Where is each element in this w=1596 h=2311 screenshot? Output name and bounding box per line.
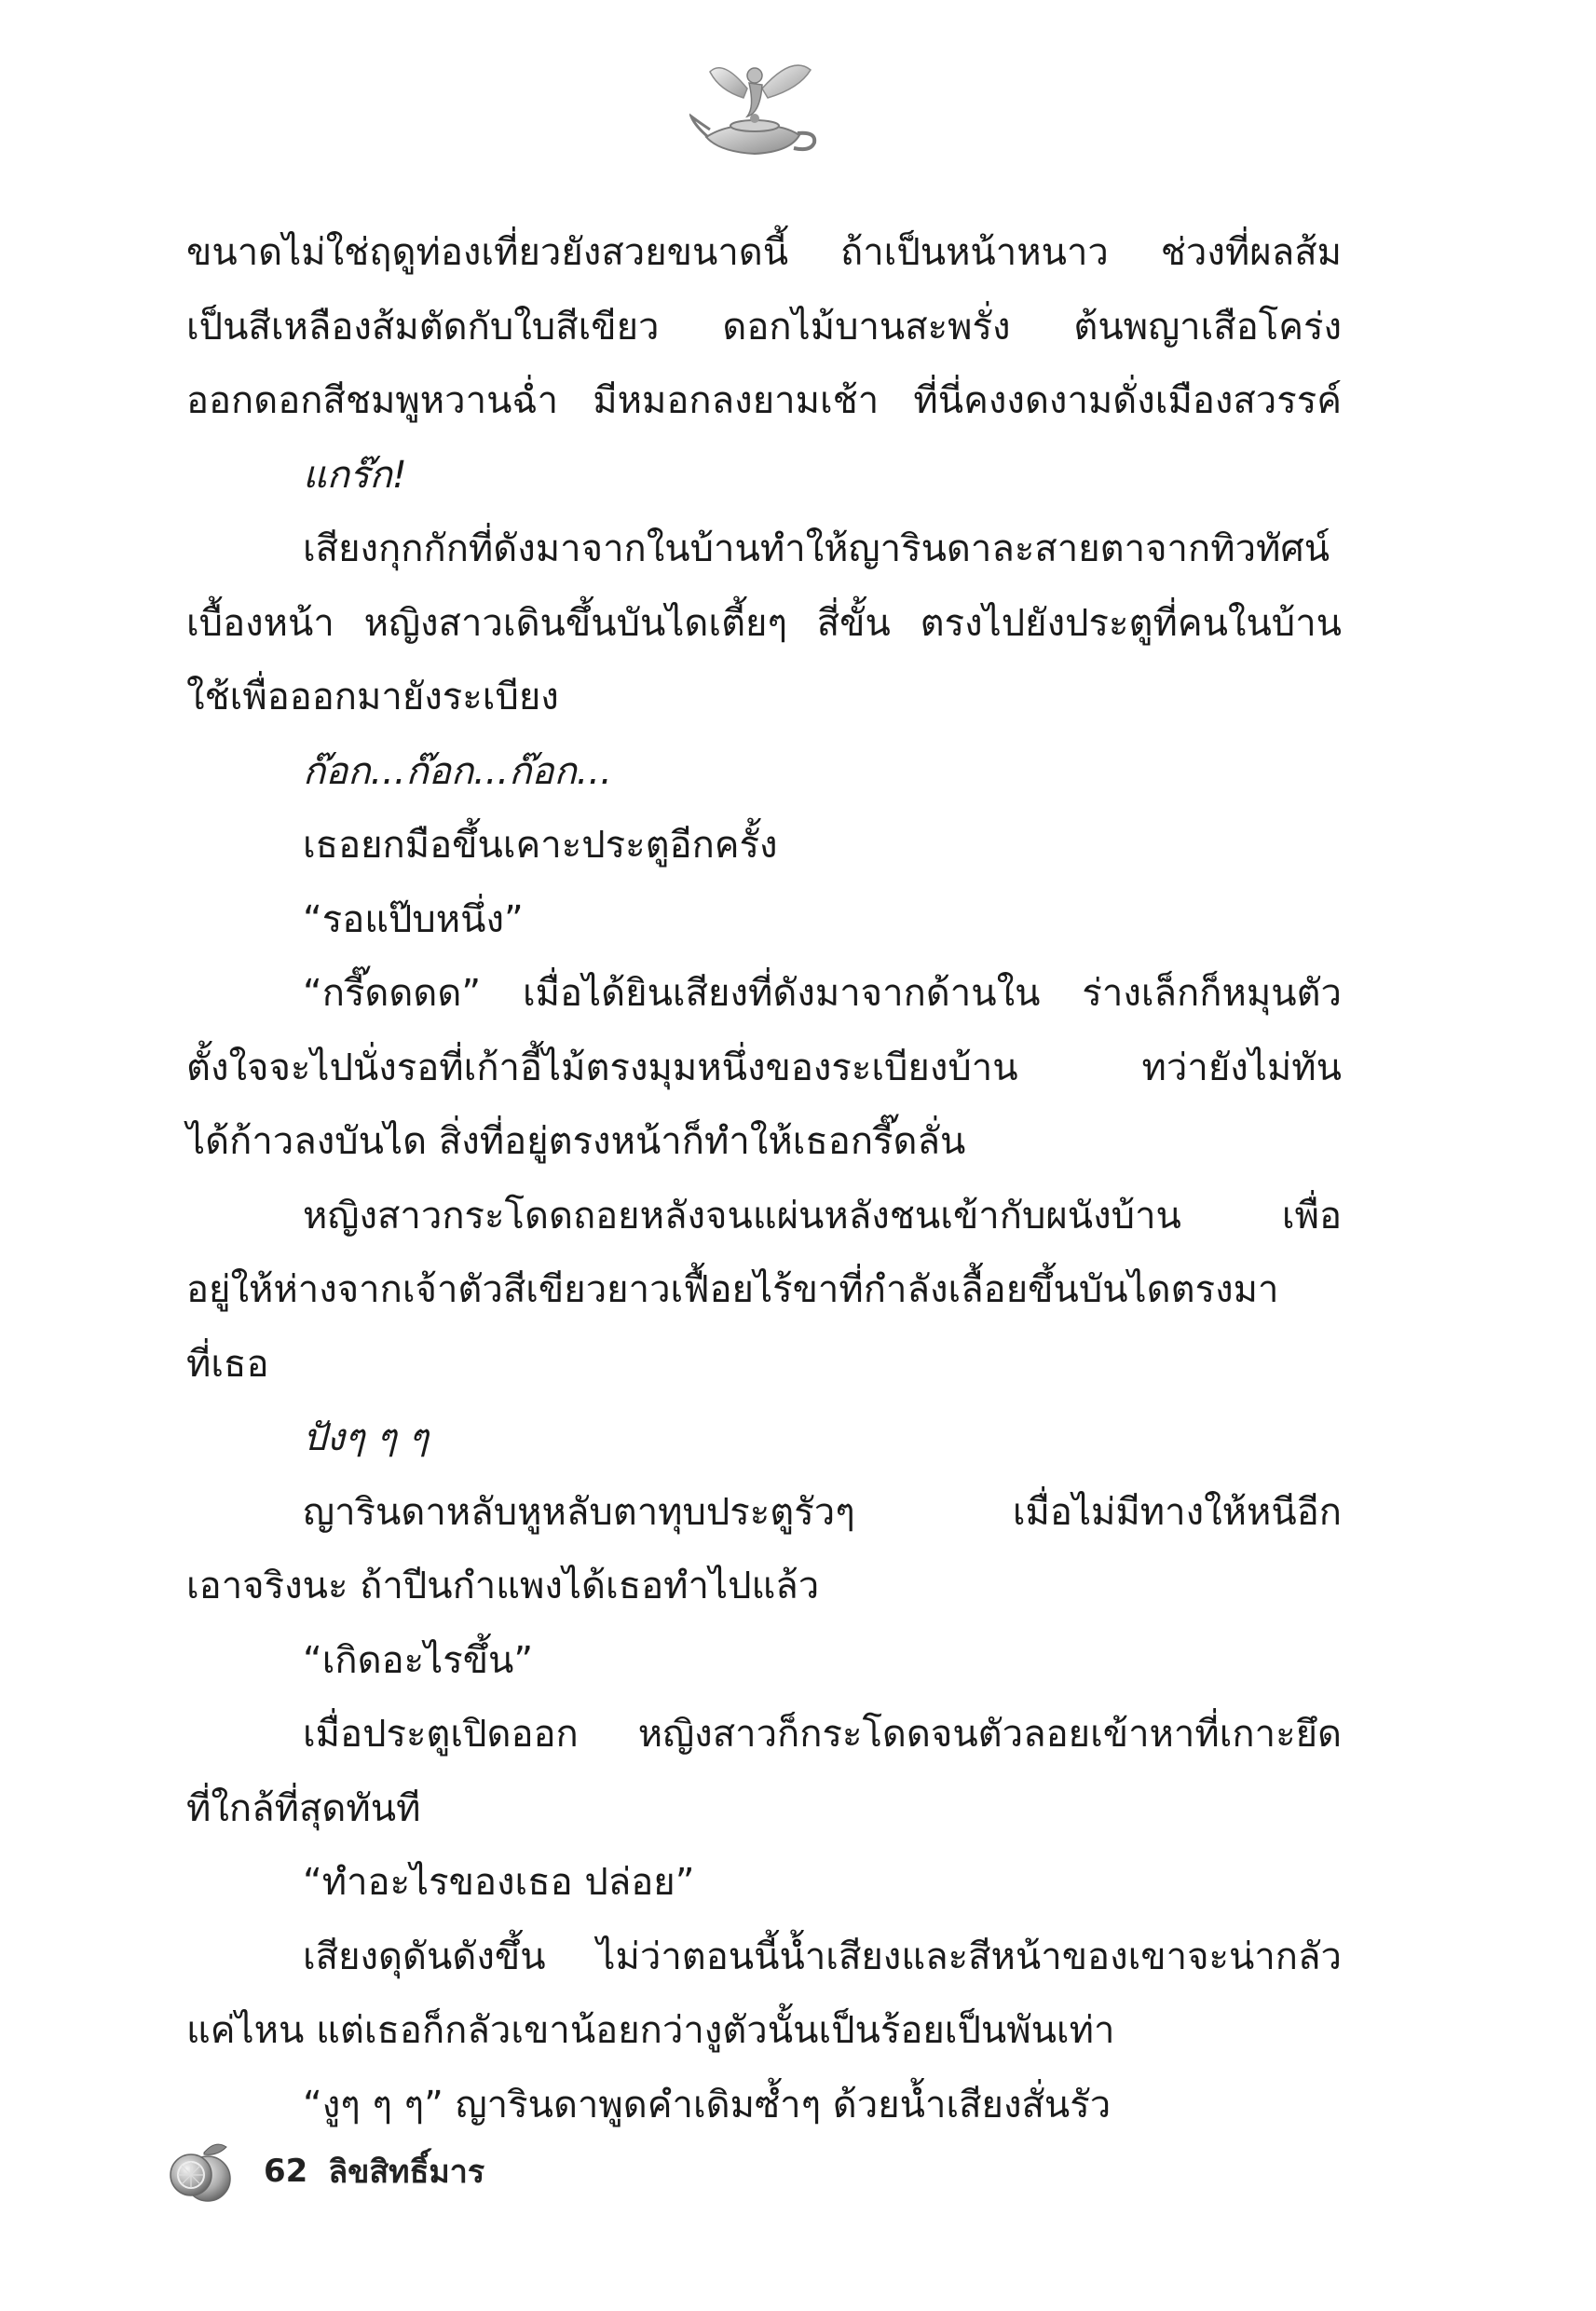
page-text-body — [186, 216, 1342, 2142]
text-line: เสียงดุดันดังขึ้น ไม่ว่าตอนนี้น้ำเสียงและสีหน้าของเขาจะน่ากลัว — [303, 1935, 1342, 1978]
text-line: ที่เธอ — [186, 1342, 269, 1386]
text-line: เสียงกุกกักที่ดังมาจากในบ้านทำให้ญารินดาละสายตาจากทิวทัศน์ — [303, 527, 1330, 570]
text-line: “กรี๊ดดดด” เมื่อได้ยินเสียงที่ดังมาจากด้านใน ร่างเล็กก็หมุนตัว — [303, 972, 1342, 1015]
citrus-fruit-icon — [163, 2134, 238, 2208]
text-line: ใช้เพื่อออกมายังระเบียง — [186, 676, 559, 718]
teapot-fairy-ornament-icon — [689, 51, 820, 163]
page-number: 62 — [264, 2153, 308, 2190]
text-line: ออกดอกสีชมพูหวานฉ่ำ มีหมอกลงยามเช้า ที่นี่คงงดงามดั่งเมืองสวรรค์ — [186, 379, 1342, 422]
italic-sound-line: ก๊อก...ก๊อก...ก๊อก... — [303, 749, 612, 793]
text-line: “งูๆ ๆ ๆ” ญารินดาพูดคำเดิมซ้ำๆ ด้วยน้ำเสียงสั่นรัว — [303, 2083, 1112, 2126]
text-line: เป็นสีเหลืองส้มตัดกับใบสีเขียว ดอกไม้บานสะพรั่ง ต้นพญาเสือโคร่ง — [186, 305, 1342, 349]
text-line: “ทำอะไรของเธอ ปล่อย” — [303, 1861, 695, 1904]
text-line: เมื่อประตูเปิดออก หญิงสาวก็กระโดดจนตัวลอยเข้าหาที่เกาะยึด — [303, 1713, 1342, 1756]
text-line: ตั้งใจจะไปนั่งรอที่เก้าอี้ไม้ตรงมุมหนึ่งของระเบียงบ้าน ทว่ายังไม่ทัน — [186, 1046, 1342, 1089]
italic-sound-line: แกร๊ก! — [303, 453, 407, 497]
page-footer — [163, 2134, 484, 2208]
text-line: ขนาดไม่ใช่ฤดูท่องเที่ยวยังสวยขนาดนี้ ถ้าเป็นหน้าหนาว ช่วงที่ผลส้ม — [186, 231, 1342, 274]
text-line: “เกิดอะไรขึ้น” — [303, 1638, 534, 1682]
text-line: “รอแป๊บหนึ่ง” — [303, 897, 524, 941]
text-line: เบื้องหน้า หญิงสาวเดินขึ้นบันไดเตี้ยๆ สี่ขั้น ตรงไปยังประตูที่คนในบ้าน — [186, 601, 1342, 645]
text-line: ญารินดาหลับหูหลับตาทุบประตูรัวๆ เมื่อไม่มีทางให้หนีอีก — [303, 1490, 1342, 1534]
text-line: ที่ใกล้ที่สุดทันที — [186, 1786, 421, 1830]
text-line: ได้ก้าวลงบันได สิ่งที่อยู่ตรงหน้าก็ทำให้เธอกรี๊ดลั่น — [186, 1120, 966, 1163]
text-line: เอาจริงนะ ถ้าปีนกำแพงได้เธอทำไปแล้ว — [186, 1565, 820, 1607]
book-title: ลิขสิทธิ์มาร — [328, 2154, 485, 2191]
text-line: แค่ไหน แต่เธอก็กลัวเขาน้อยกว่างูตัวนั้นเป็นร้อยเป็นพันเท่า — [186, 2009, 1115, 2052]
italic-sound-line: ปังๆ ๆ ๆ — [303, 1416, 429, 1459]
text-line: หญิงสาวกระโดดถอยหลังจนแผ่นหลังชนเข้ากับผนังบ้าน เพื่อ — [303, 1194, 1342, 1238]
text-line: เธอยกมือขึ้นเคาะประตูอีกครั้ง — [303, 824, 778, 867]
text-line: อยู่ให้ห่างจากเจ้าตัวสีเขียวยาวเฟื้อยไร้ขาที่กำลังเลื้อยขึ้นบันไดตรงมา — [186, 1268, 1279, 1311]
